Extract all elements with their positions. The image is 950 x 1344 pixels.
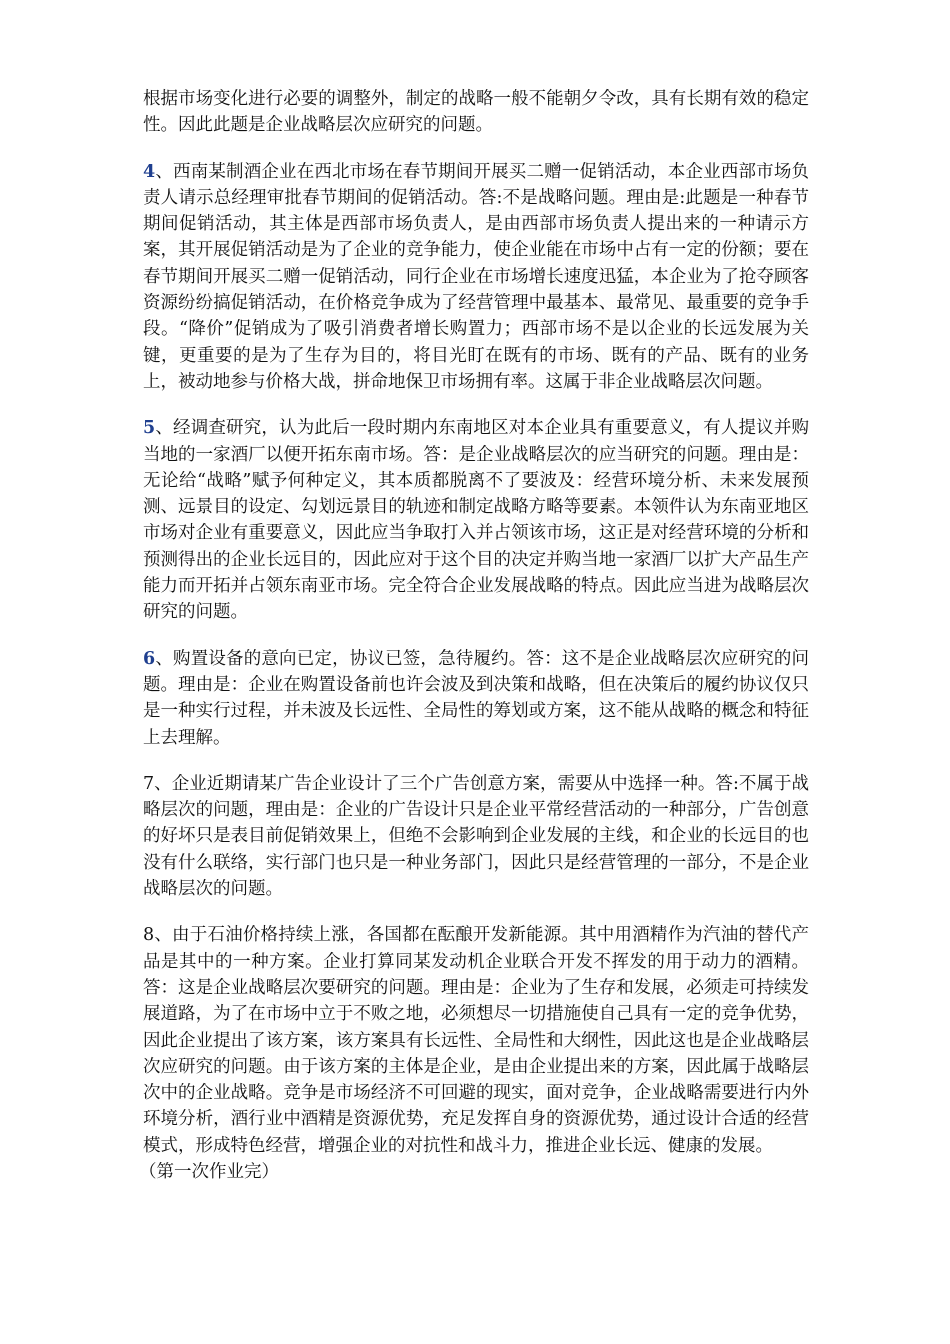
paragraph-text: 、由于石油价格持续上涨，各国都在酝酿开发新能源。其中用酒精作为汽油的替代产品是其中的一种方案。企业打算同某发动机企业联合开发不挥发的用于动力的酒精。答：这是企业战略层次要研究的问题。理由是：企业为了生存和发展，必须走可持续发展道路，为了在市场中立于不败之地，必须想尽一切措施使自己具有一定的竞争优势，因此企业提出了该方案，该方案具有长远性、全局性和大纲性，因此这也是企业战略层次应研究的问题。由于该方案的主体是企业，是由企业提出来的方案，因此属于战略层次中的企业战略。竞争是市场经济不可回避的现实，面对竞争，企业战略需要进行内外环境分析，酒行业中酒精是资源优势，充足发挥自身的资源优势，通过设计合适的经营模式，形成特色经营，增强企业的对抗性和战斗力，推进企业长远、健康的发展。 bbox=[143, 925, 809, 1156]
item-number: 6 bbox=[143, 648, 156, 669]
item-number: 4 bbox=[143, 161, 156, 182]
closing-note: （第一次作业完） bbox=[139, 1161, 279, 1182]
item-number: 8 bbox=[143, 925, 155, 946]
paragraph-item-8 bbox=[143, 922, 809, 1159]
paragraph-continuation bbox=[143, 86, 809, 139]
paragraph-text: 根据市场变化进行必要的调整外，制定的战略一般不能朝夕令改，具有长期有效的稳定性。因此此题是企业战略层次应研究的问题。 bbox=[143, 89, 809, 136]
paragraph-item-6 bbox=[143, 646, 809, 751]
paragraph-text: 、经调查研究，认为此后一段时期内东南地区对本企业具有重要意义，有人提议并购当地的一家酒厂以便开拓东南市场。答：是企业战略层次的应当研究的问题。理由是：无论给“战略”赋予何种定义，其本质都脱离不了要波及：经营环境分析、未来发展预测、远景目的设定、勾划远景目的轨迹和制定战略方略等要素。本领件认为东南亚地区市场对企业有重要意义，因此应当争取打入并占领该市场，这正是对经营环境的分析和预测得出的企业长远目的，因此应对于这个目的决定并购当地一家酒厂以扩大产品生产能力而开拓并占领东南亚市场。完全符合企业发展战略的特点。因此应当进为战略层次研究的问题。 bbox=[143, 418, 809, 623]
paragraph-text: 、企业近期请某广告企业设计了三个广告创意方案，需要从中选择一种。答:不属于战略层次的问题，理由是：企业的广告设计只是企业平常经营活动的一种部分，广告创意的好坏只是表目前促销效果上，但绝不会影响到企业发展的主线，和企业的长远目的也没有什么联络，实行部门也只是一种业务部门，因此只是经营管理的一部分，不是企业战略层次的问题。 bbox=[143, 773, 809, 900]
item-number: 5 bbox=[143, 418, 156, 439]
paragraph-item-7 bbox=[143, 771, 809, 902]
item-number: 7 bbox=[143, 773, 155, 794]
document-page bbox=[139, 86, 809, 1185]
paragraph-text: 、西南某制酒企业在西北市场在春节期间开展买二赠一促销活动，本企业西部市场负责人请示总经理审批春节期间的促销活动。答:不是战略问题。理由是:此题是一种春节期间促销活动，其主体是西部市场负责人，是由西部市场负责人提出来的一种请示方案，其开展促销活动是为了企业的竞争能力，使企业能在市场中占有一定的份额；要在春节期间开展买二赠一促销活动，同行企业在市场增长速度迅猛，本企业为了抢夺顾客资源纷纷搞促销活动，在价格竞争成为了经营管理中最基本、最常见、最重要的竞争手段。“降价”促销成为了吸引消费者增长购置力；西部市场不是以企业的长远发展为关键，更重要的是为了生存为目的，将目光盯在既有的市场、既有的产品、既有的业务上，被动地参与价格大战，拼命地保卫市场拥有率。这属于非企业战略层次问题。 bbox=[143, 161, 809, 392]
paragraph-item-5 bbox=[143, 415, 809, 625]
paragraph-item-4 bbox=[143, 159, 809, 396]
paragraph-text: 、购置设备的意向已定，协议已签，急待履约。答：这不是企业战略层次应研究的问题。理由是：企业在购置设备前也许会波及到决策和战略，但在决策后的履约协议仅只是一种实行过程，并未波及长远性、全局性的筹划或方案，这不能从战略的概念和特征上去理解。 bbox=[143, 648, 809, 748]
